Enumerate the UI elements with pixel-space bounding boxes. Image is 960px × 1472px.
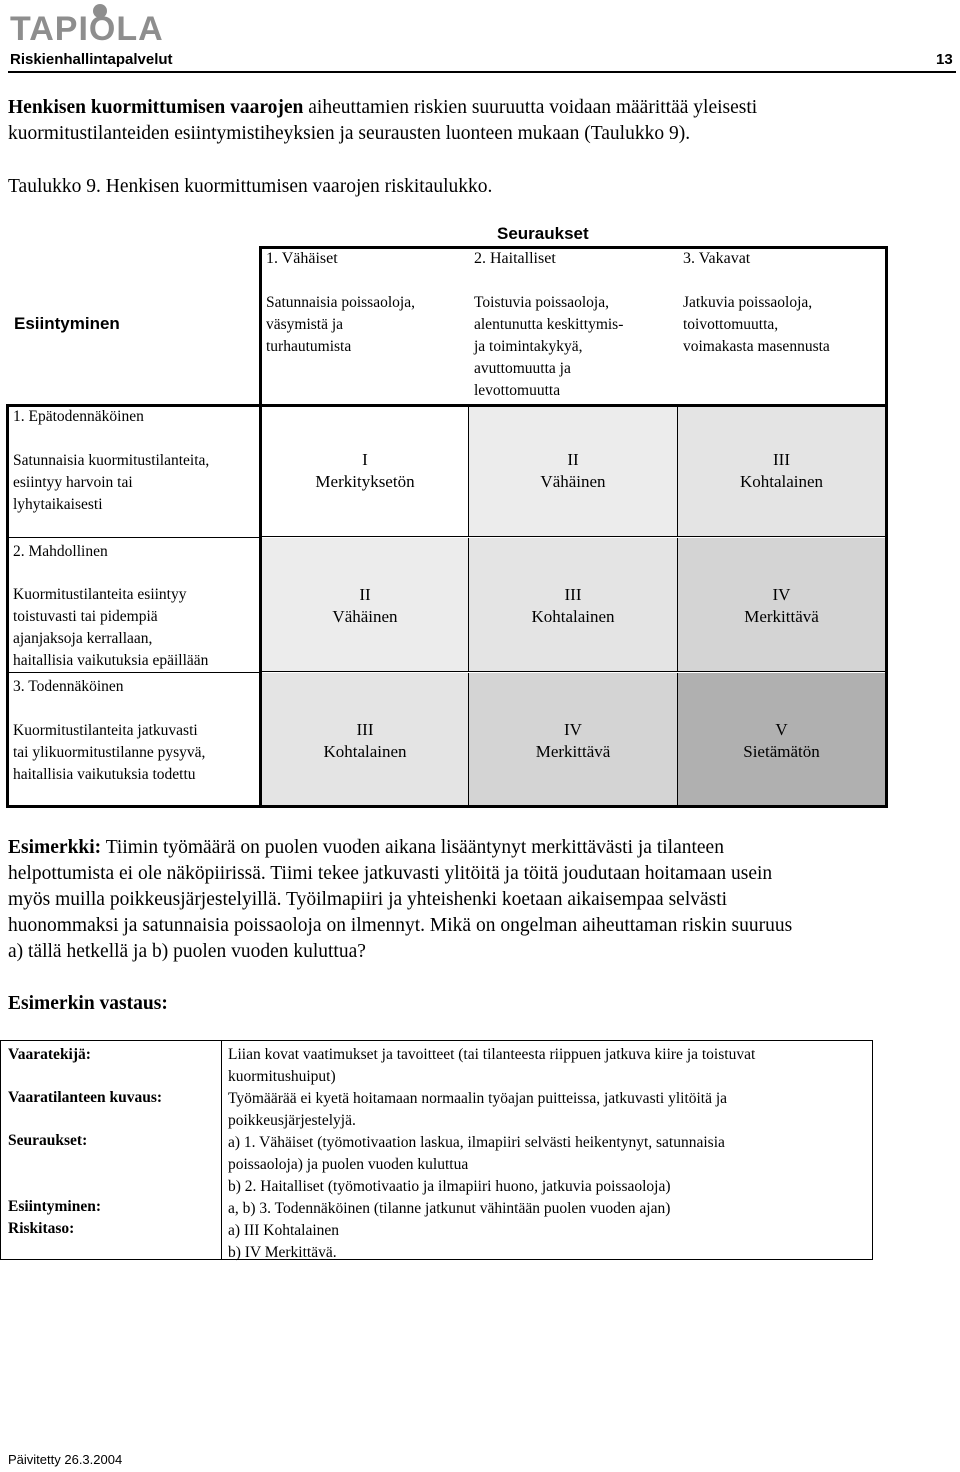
label-risk-level: Riskitaso: — [8, 1220, 75, 1237]
logo-text: TAPIOLA — [10, 10, 164, 48]
intro-paragraph — [8, 95, 948, 147]
column-header-1: 1. Vähäiset — [266, 250, 338, 267]
risk-level-roman: III — [356, 720, 374, 739]
example-line: myös muilla poikkeusjärjestelyillä. Työilmapiiri ja yhteishenki koetaan aikaisempaa selvästi — [8, 889, 728, 910]
column-desc-line: voimakasta masennusta — [683, 338, 830, 355]
row-label-2: 2. Mahdollinen — [13, 543, 108, 560]
row-desc-line: lyhytaikaisesti — [13, 496, 103, 513]
risk-level-name: Merkityksetön — [315, 472, 415, 491]
row-desc-line: Kuormitustilanteita jatkuvasti — [13, 722, 198, 739]
row-label-3: 3. Todennäköinen — [13, 678, 124, 695]
column-desc-line: levottomuutta — [474, 382, 561, 399]
tapiola-logo — [10, 4, 180, 50]
risk-cell-IV — [678, 538, 885, 672]
department-label: Riskienhallintapalvelut — [10, 51, 173, 68]
row-desc-line: esiintyy harvoin tai — [13, 474, 133, 491]
row-desc-line: Satunnaisia kuormitustilanteita, — [13, 452, 210, 469]
answer-line: poikkeusjärjestelyjä. — [228, 1112, 356, 1129]
example-line: helpottumista ei ole näköpiirissä. Tiimi tekee jatkuvasti ylitöitä ja töitä joudutaan hoitamaan usein — [8, 863, 773, 884]
risk-level-roman: III — [773, 450, 790, 469]
answer-line: Liian kovat vaatimukset ja tavoitteet (tai tilanteesta riippuen jatkuva kiire ja toistuvat — [228, 1046, 756, 1063]
risk-level-name: Vähäinen — [332, 607, 398, 626]
example-paragraph — [8, 835, 948, 965]
header-divider — [469, 249, 470, 404]
risk-level-roman: I — [362, 450, 368, 469]
risk-cell-II — [469, 407, 678, 537]
row-divider — [6, 537, 262, 538]
risk-level-name: Kohtalainen — [323, 742, 407, 761]
column-desc-line: Toistuvia poissaoloja, — [474, 294, 609, 311]
row-desc-1 — [13, 450, 258, 516]
occurrence-title: Esiintyminen — [14, 314, 120, 333]
risk-level-name: Kohtalainen — [531, 607, 615, 626]
row-divider — [6, 672, 262, 673]
row-desc-line: tai ylikuormitustilanne pysyvä, — [13, 744, 206, 761]
row-desc-3 — [13, 720, 258, 786]
row-desc-2 — [13, 584, 258, 672]
row-desc-line: Kuormitustilanteita esiintyy — [13, 586, 187, 603]
risk-level-roman: II — [567, 450, 579, 469]
answer-line: a) III Kohtalainen — [228, 1222, 340, 1239]
answer-line: Työmäärää ei kyetä hoitamaan normaalin työajan puitteissa, jatkuvasti ylitöitä ja — [228, 1090, 728, 1107]
column-header-2: 2. Haitalliset — [474, 250, 556, 267]
risk-cell-III — [678, 407, 885, 537]
risk-level-name: Sietämätön — [743, 742, 820, 761]
column-desc-2 — [474, 292, 679, 402]
row-desc-line: toistuvasti tai pidempiä — [13, 608, 158, 625]
column-desc-1 — [266, 292, 466, 358]
risk-level-name: Vähäinen — [540, 472, 606, 491]
header-rule — [8, 71, 956, 73]
risk-cell-IV — [469, 673, 678, 805]
row-label-1: 1. Epätodennäköinen — [13, 408, 144, 425]
page-number: 13 — [936, 51, 953, 68]
example-line: Tiimin työmäärä on puolen vuoden aikana lisääntynyt merkittävästi ja tilanteen — [101, 837, 724, 858]
answer-values — [228, 1044, 868, 1264]
risk-level-name: Merkittävä — [744, 607, 819, 626]
answer-title: Esimerkin vastaus: — [8, 993, 168, 1014]
risk-cell-V — [678, 673, 885, 805]
risk-level-roman: V — [775, 720, 788, 739]
risk-level-roman: III — [564, 585, 582, 604]
risk-cell-III — [469, 538, 678, 672]
consequences-title: Seuraukset — [497, 224, 589, 243]
label-occurrence: Esiintyminen: — [8, 1198, 102, 1215]
example-lead: Esimerkki: — [8, 837, 102, 858]
column-desc-line: ja toimintakykyä, — [474, 338, 583, 355]
answer-line: poissaoloja) ja puolen vuoden kuluttua — [228, 1156, 469, 1173]
risk-cell-III — [262, 673, 469, 805]
intro-line-2: kuormitustilanteiden esiintymistiheyksien ja seurausten luonteen mukaan (Taulukko 9). — [8, 123, 691, 144]
risk-level-roman: II — [359, 585, 371, 604]
row-desc-line: ajanjaksoja kerrallaan, — [13, 630, 153, 647]
row-desc-line: haitallisia vaikutuksia epäillään — [13, 652, 209, 669]
answer-line: a, b) 3. Todennäköinen (tilanne jatkunut vähintään puolen vuoden ajan) — [228, 1200, 671, 1217]
row-desc-line: haitallisia vaikutuksia todettu — [13, 766, 196, 783]
answer-line: a) 1. Vähäiset (työmotivaation laskua, ilmapiiri selvästi heikentynyt, satunnaisia — [228, 1134, 725, 1151]
label-description: Vaaratilanteen kuvaus: — [8, 1089, 163, 1106]
risk-level-name: Merkittävä — [535, 742, 611, 761]
risk-level-roman: IV — [772, 585, 791, 604]
column-desc-line: väsymistä ja — [266, 316, 344, 333]
column-desc-line: Jatkuvia poissaoloja, — [683, 294, 813, 311]
column-desc-line: toivottomuutta, — [683, 316, 779, 333]
table-caption: Taulukko 9. Henkisen kuormittumisen vaarojen riskitaulukko. — [8, 176, 493, 197]
example-line: huonommaksi ja satunnaisia poissaoloja on ilmennyt. Mikä on ongelman aiheuttaman riskin suuruus — [8, 915, 793, 936]
column-desc-line: Satunnaisia poissaoloja, — [266, 294, 415, 311]
updated-date: Päivitetty 26.3.2004 — [8, 1452, 123, 1467]
intro-lead: Henkisen kuormittumisen vaarojen — [8, 97, 304, 118]
risk-level-name: Kohtalainen — [739, 472, 824, 491]
intro-lead-rest: aiheuttamien riskien suuruutta voidaan määrittää yleisesti — [303, 97, 758, 118]
column-desc-line: turhautumista — [266, 338, 352, 355]
risk-level-roman: IV — [564, 720, 582, 739]
label-consequences: Seuraukset: — [8, 1132, 88, 1149]
column-desc-line: alentunutta keskittymis- — [474, 316, 624, 333]
example-line: a) tällä hetkellä ja b) puolen vuoden kuluttua? — [8, 941, 366, 962]
answer-line: kuormitushuiput) — [228, 1068, 336, 1085]
answer-line: b) IV Merkittävä. — [228, 1244, 337, 1261]
answer-line: b) 2. Haitalliset (työmotivaatio ja ilmapiiri huono, jatkuvia poissaoloja) — [228, 1178, 671, 1195]
column-desc-line: avuttomuutta ja — [474, 360, 571, 377]
risk-cell-II — [262, 538, 469, 672]
answer-table — [0, 1040, 873, 1260]
column-desc-3 — [683, 292, 883, 358]
risk-cell-I — [262, 407, 469, 537]
label-hazard: Vaaratekijä: — [8, 1046, 91, 1063]
column-header-3: 3. Vakavat — [683, 250, 751, 267]
